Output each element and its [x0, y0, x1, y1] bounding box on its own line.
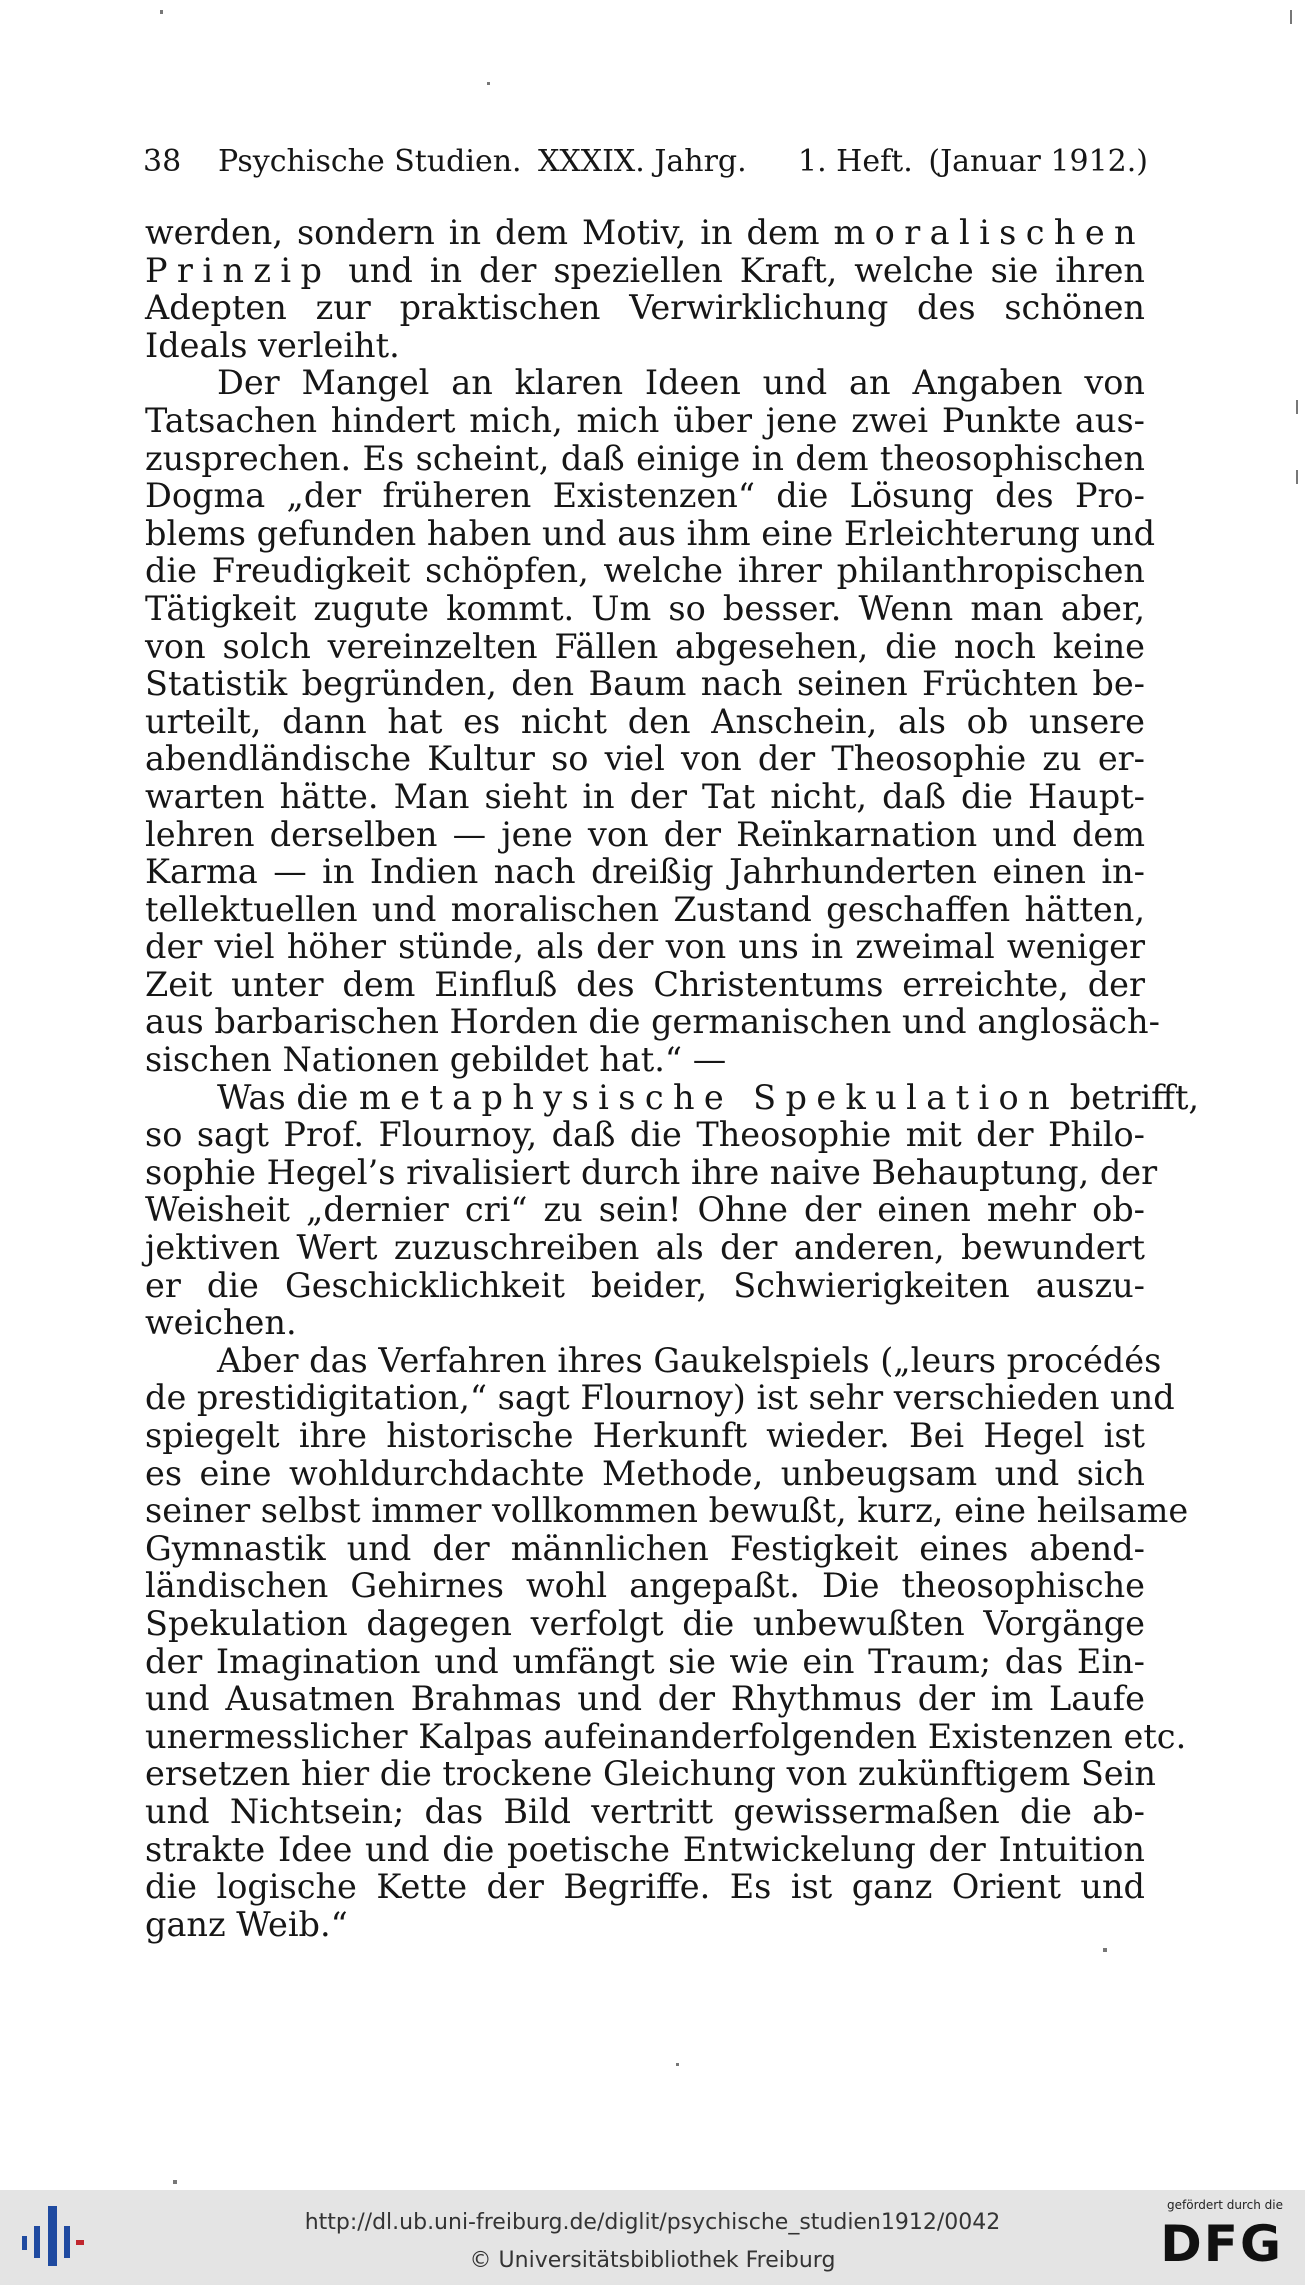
text-line: so sagt Prof. Flournoy, daß die Theosophie mit der Philo-: [145, 1115, 1145, 1155]
article-body: [145, 213, 1200, 1944]
text-line: Karma — in Indien nach dreißig Jahrhunderten einen in-: [145, 852, 1145, 892]
scan-speck: [487, 82, 490, 85]
text-line: Adepten zur praktischen Verwirklichung des schönen: [145, 288, 1145, 328]
issue-date: (Januar 1912.): [928, 144, 1148, 179]
issue-label: 1. Heft.: [798, 144, 913, 179]
text-line: ganz Weib.“: [145, 1904, 348, 1944]
text-line: er die Geschicklichkeit beider, Schwierigkeiten auszu-: [145, 1265, 1145, 1305]
text-line: sophie Hegel’s rivalisiert durch ihre naive Behauptung, der: [145, 1152, 1158, 1192]
text-line: Statistik begründen, den Baum nach seinen Früchten be-: [145, 664, 1145, 704]
text-line: Ideals verleiht.: [145, 325, 400, 365]
text-line: jektiven Wert zuzuschreiben als der anderen, bewundert: [145, 1228, 1145, 1268]
copyright-notice: © Universitätsbibliothek Freiburg: [469, 2248, 836, 2273]
text-line: warten hätte. Man sieht in der Tat nicht, daß die Haupt-: [145, 776, 1145, 816]
text-line: strakte Idee und die poetische Entwickelung der Intuition: [145, 1829, 1145, 1869]
text-line: von solch vereinzelten Fällen abgesehen, die noch keine: [145, 626, 1145, 666]
running-header: [143, 140, 1148, 184]
scan-speck: [1296, 470, 1298, 484]
text-line: Weisheit „dernier cri“ zu sein! Ohne der einen mehr ob-: [145, 1190, 1145, 1230]
dfg-logo: DFG: [1160, 2215, 1283, 2273]
text-line: Prinzip und in der speziellen Kraft, welche sie ihren: [145, 250, 1145, 290]
viewer-footer: [0, 2190, 1305, 2285]
journal-title: Psychische Studien.: [218, 144, 522, 179]
text-line: Aber das Verfahren ihres Gaukelspiels („leurs procédés: [217, 1340, 1162, 1380]
text-line: es eine wohldurchdachte Methode, unbeugsam und sich: [145, 1453, 1145, 1493]
text-line: und Nichtsein; das Bild vertritt gewissermaßen die ab-: [145, 1791, 1145, 1831]
text-line: aus barbarischen Horden die germanischen und anglosäch-: [145, 1002, 1160, 1042]
text-line: seiner selbst immer vollkommen bewußt, kurz, eine heilsame: [145, 1491, 1189, 1531]
sponsor-note: gefördert durch die: [1167, 2198, 1283, 2212]
page-permalink[interactable]: http://dl.ub.uni-freiburg.de/diglit/psychische_studien1912/0042: [304, 2210, 1001, 2235]
text-line: Gymnastik und der männlichen Festigkeit eines abend-: [145, 1528, 1145, 1568]
emphasis-prinzip: Prinzip: [145, 250, 332, 290]
scan-speck: [676, 2063, 679, 2066]
text-line: Tatsachen hindert mich, mich über jene zwei Punkte aus-: [145, 400, 1145, 440]
emphasis-moralischen: moralischen: [833, 213, 1145, 252]
text-line: Was die metaphysische Spekulation betrifft,: [217, 1077, 1200, 1117]
text-line: Der Mangel an klaren Ideen und an Angaben von: [217, 363, 1145, 403]
scan-speck: [1296, 400, 1298, 414]
text-line: urteilt, dann hat es nicht den Anschein, als ob unsere: [145, 701, 1145, 741]
text-line: Dogma „der früheren Existenzen“ die Lösung des Pro-: [145, 476, 1145, 516]
page-number: 38: [143, 144, 182, 179]
text-line: lehren derselben — jene von der Reïnkarnation und dem: [145, 814, 1145, 854]
text-line: die Freudigkeit schöpfen, welche ihrer philanthropischen: [145, 551, 1145, 591]
text-line: sischen Nationen gebildet hat.“ —: [145, 1040, 727, 1080]
text-line: spiegelt ihre historische Herkunft wieder. Bei Hegel ist: [145, 1416, 1145, 1455]
scan-speck: [173, 2180, 177, 2184]
text-line: ländischen Gehirnes wohl angepaßt. Die theosophische: [145, 1566, 1145, 1606]
volume-label: XXXIX. Jahrg.: [538, 144, 747, 179]
text-line: abendländische Kultur so viel von der Theosophie zu er-: [145, 739, 1145, 779]
text-line: weichen.: [145, 1303, 297, 1343]
text-line: Zeit unter dem Einfluß des Christentums erreichte, der: [145, 964, 1145, 1004]
scan-speck: [160, 10, 163, 14]
scan-speck: [1103, 1948, 1107, 1952]
text-line: zusprechen. Es scheint, daß einige in dem theosophischen: [145, 438, 1145, 478]
text-line: ersetzen hier die trockene Gleichung von zukünftigem Sein: [145, 1754, 1156, 1794]
text-line: Spekulation dagegen verfolgt die unbewußten Vorgänge: [145, 1603, 1145, 1643]
text-line: unermesslicher Kalpas aufeinanderfolgenden Existenzen etc.: [145, 1716, 1187, 1756]
text-line: und Ausatmen Brahmas und der Rhythmus der im Laufe: [145, 1679, 1145, 1719]
emphasis-metaphysische-spekulation: metaphysische Spekulation: [358, 1077, 1060, 1117]
text-line: Tätigkeit zugute kommt. Um so besser. Wenn man aber,: [145, 588, 1145, 628]
text-line: werden, sondern in dem Motiv, in dem moralischen: [145, 213, 1145, 252]
text-line: blems gefunden haben und aus ihm eine Erleichterung und: [145, 513, 1156, 553]
text-line: de prestidigitation,“ sagt Flournoy) ist sehr verschieden und: [145, 1378, 1175, 1418]
scan-speck: [1290, 10, 1292, 24]
text-line: die logische Kette der Begriffe. Es ist ganz Orient und: [145, 1867, 1145, 1907]
text-line: der Imagination und umfängt sie wie ein Traum; das Ein-: [145, 1641, 1145, 1681]
text-line: der viel höher stünde, als der von uns in zweimal weniger: [145, 927, 1145, 967]
text-line: tellektuellen und moralischen Zustand geschaffen hätten,: [145, 889, 1145, 929]
